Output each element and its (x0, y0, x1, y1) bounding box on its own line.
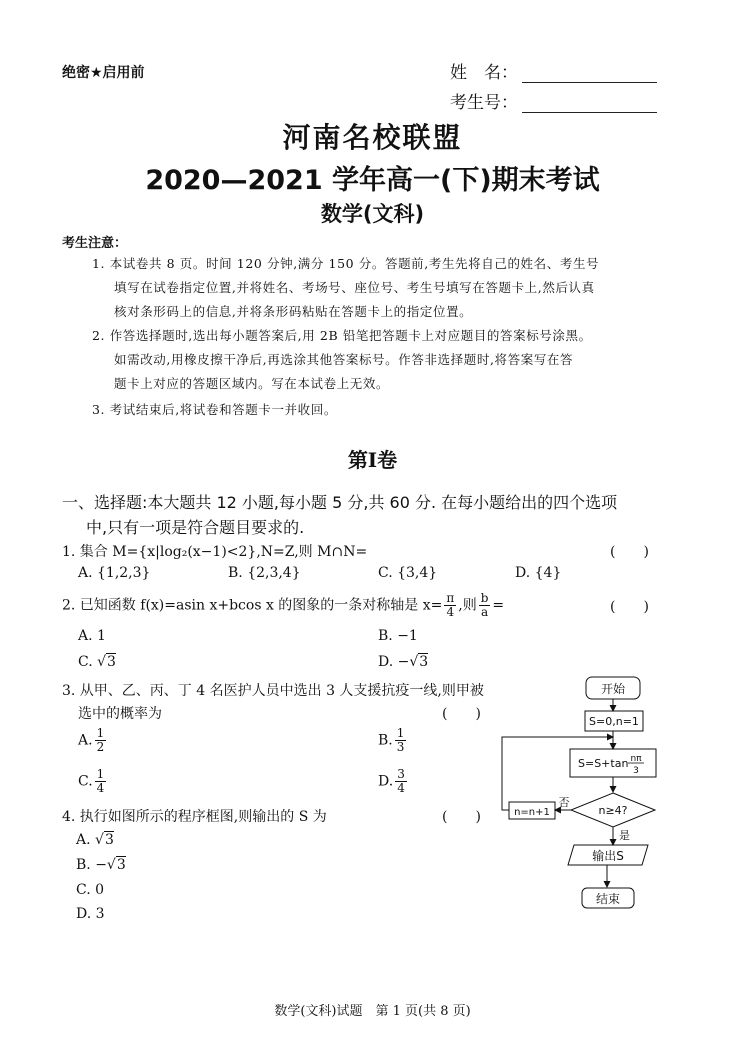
q1-option-c: C. {3,4} (378, 565, 438, 581)
question-3-stem-cont: 选中的概率为 (78, 706, 162, 722)
question-2-stem: 2. 已知函数 f(x)=asin x+bcos x 的图象的一条对称轴是 x= $\frac{\pi}{4}$ ,则 $\frac{b}{a}$ = (62, 591, 505, 619)
question-3-stem: 3. 从甲、乙、丙、丁 4 名医护人员中选出 3 人支援抗疫一线,则甲被 (62, 683, 484, 699)
title-exam: 2020—2021 学年高一(下)期末考试 (145, 165, 600, 196)
q1-option-d: D. {4} (515, 565, 562, 581)
page-footer: 数学(文科)试题 第 1 页(共 8 页) (274, 1004, 471, 1019)
note-line: 1. 本试卷共 8 页。时间 120 分钟,满分 150 分。答题前,考生先将自己的姓名、考生号 (92, 256, 600, 271)
flow-output-label: 输出S (592, 849, 624, 863)
id-label: 考生号： (450, 93, 518, 113)
q2-option-d: D. −√3 (378, 654, 429, 670)
note-line: 核对条形码上的信息,并将条形码粘贴在答题卡上的指定位置。 (114, 304, 473, 319)
title-subject: 数学(文科) (320, 202, 425, 226)
q4-option-b: B. −√3 (76, 857, 126, 873)
flow-update-den: 3 (633, 766, 639, 776)
section-instructions: 一、选择题:本大题共 12 小题,每小题 5 分,共 60 分. 在每小题给出的四个选项 (62, 493, 618, 512)
q4-option-d: D. 3 (76, 906, 105, 922)
q4-option-c: C. 0 (76, 882, 105, 898)
flow-no-label: 否 (558, 796, 570, 809)
q2-option-c: C. √3 (78, 654, 116, 670)
flow-update-label: S=S+tan (578, 757, 629, 770)
fraction-pi-over-4: $\frac{\pi}{4}$ (446, 591, 455, 619)
q4-option-a: A. √3 (76, 832, 114, 848)
answer-paren: ( ) (442, 706, 481, 722)
q2-option-b: B. −1 (378, 628, 418, 644)
q2-option-a: A. 1 (78, 628, 106, 644)
note-line: 填写在试卷指定位置,并将姓名、考场号、座位号、考生号填写在答题卡上,然后认真 (114, 280, 595, 295)
answer-paren: ( ) (610, 599, 649, 615)
q1-option-a: A. {1,2,3} (78, 565, 151, 581)
flow-end-label: 结束 (595, 892, 621, 906)
section-instructions-cont: 中,只有一项是符合题目要求的. (86, 518, 305, 537)
name-label: 姓 名： (450, 63, 518, 83)
volume-heading: 第Ⅰ卷 (347, 448, 398, 472)
flow-yes-label: 是 (619, 829, 630, 842)
note-line: 题卡上对应的答题区域内。写在本试卷上无效。 (114, 376, 390, 391)
flow-condition-label: n≥4? (598, 804, 628, 817)
flow-start-label: 开始 (600, 682, 626, 696)
q3-option-a: A. $\frac{1}{2}$ (78, 726, 105, 754)
question-1-stem: 1. 集合 M={x|log₂(x−1)<2},N=Z,则 M∩N= (62, 544, 368, 560)
note-line: 如需改动,用橡皮擦干净后,再选涂其他答案标号。作答非选择题时,将答案写在答 (114, 352, 574, 367)
id-blank[interactable] (522, 96, 657, 113)
answer-paren: ( ) (610, 544, 649, 560)
notes-heading: 考生注意： (62, 236, 128, 251)
id-field[interactable] (450, 88, 657, 113)
note-line: 2. 作答选择题时,选出每小题答案后,用 2B 铅笔把答题卡上对应题目的答案标号涂黑。 (92, 328, 592, 343)
note-line: 3. 考试结束后,将试卷和答题卡一并收回。 (92, 402, 337, 417)
q3-option-b: B. $\frac{1}{3}$ (378, 726, 405, 754)
name-blank[interactable] (522, 66, 657, 83)
q3-option-c: C. $\frac{1}{4}$ (78, 767, 105, 795)
fraction-b-over-a: $\frac{b}{a}$ (480, 591, 489, 619)
title-league: 河南名校联盟 (282, 121, 463, 154)
question-4-stem: 4. 执行如图所示的程序框图,则输出的 S 为 (62, 809, 327, 825)
secret-mark: 绝密★启用前 (62, 65, 145, 81)
q3-option-d: D. $\frac{3}{4}$ (378, 767, 405, 795)
answer-paren: ( ) (442, 809, 481, 825)
name-field[interactable] (450, 58, 657, 83)
flow-increment-label: n=n+1 (514, 807, 550, 818)
q1-option-b: B. {2,3,4} (228, 565, 301, 581)
flow-init-label: S=0,n=1 (589, 715, 639, 728)
flow-update-num: nπ (630, 754, 642, 764)
flowchart (490, 665, 670, 920)
